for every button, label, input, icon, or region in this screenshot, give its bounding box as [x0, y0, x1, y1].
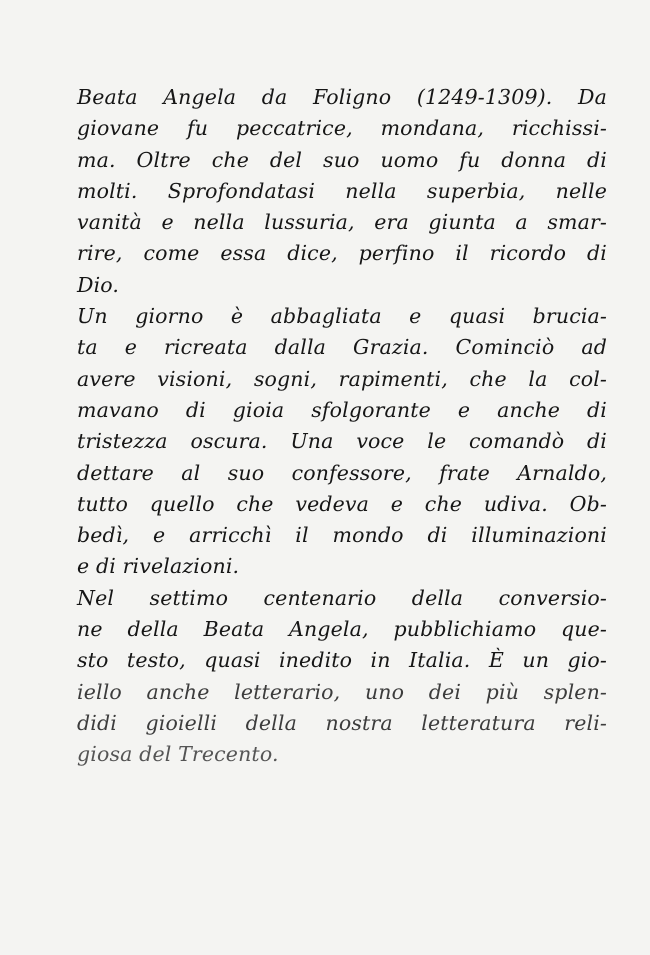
text-line: ma. Oltre che del suo uomo fu donna di [77, 147, 607, 172]
paragraph-3 [77, 583, 607, 771]
text-line: rire, come essa dice, perfino il ricordo di [77, 241, 607, 266]
text-line: molti. Sprofondatasi nella superbia, nelle [77, 178, 607, 203]
text-line: vanità e nella lussuria, era giunta a smar- [77, 210, 607, 235]
text-line: avere visioni, sogni, rapimenti, che la col- [77, 366, 607, 391]
text-line: giosa del Trecento. [77, 742, 279, 767]
text-line: Un giorno è abbagliata e quasi brucia- [77, 304, 607, 329]
text-line: Beata Angela da Foligno (1249-1309). Da [77, 85, 607, 109]
text-line: tristezza oscura. Una voce le comandò di [77, 429, 607, 454]
text-line: e di rivelazioni. [77, 554, 240, 579]
text-line: iello anche letterario, uno dei più splen- [77, 679, 607, 704]
text-line: Dio. [77, 272, 120, 297]
paragraph-1 [77, 82, 607, 301]
text-line: mavano di gioia sfolgorante e anche di [77, 397, 607, 422]
text-line: giovane fu peccatrice, mondana, ricchissi- [77, 116, 607, 141]
text-line: ta e ricreata dalla Grazia. Cominciò ad [77, 335, 607, 360]
text-line: didi gioielli della nostra letteratura reli- [77, 710, 607, 735]
text-line: bedì, e arricchì il mondo di illuminazioni [77, 523, 607, 548]
body-text [77, 82, 607, 771]
text-line: dettare al suo confessore, frate Arnaldo, [77, 460, 607, 485]
text-line: Nel settimo centenario della conversio- [77, 585, 607, 610]
text-line: sto testo, quasi inedito in Italia. È un gio- [77, 648, 607, 673]
text-line: tutto quello che vedeva e che udiva. Ob- [77, 491, 607, 516]
text-line: ne della Beata Angela, pubblichiamo que- [77, 617, 607, 642]
paragraph-2 [77, 301, 607, 583]
